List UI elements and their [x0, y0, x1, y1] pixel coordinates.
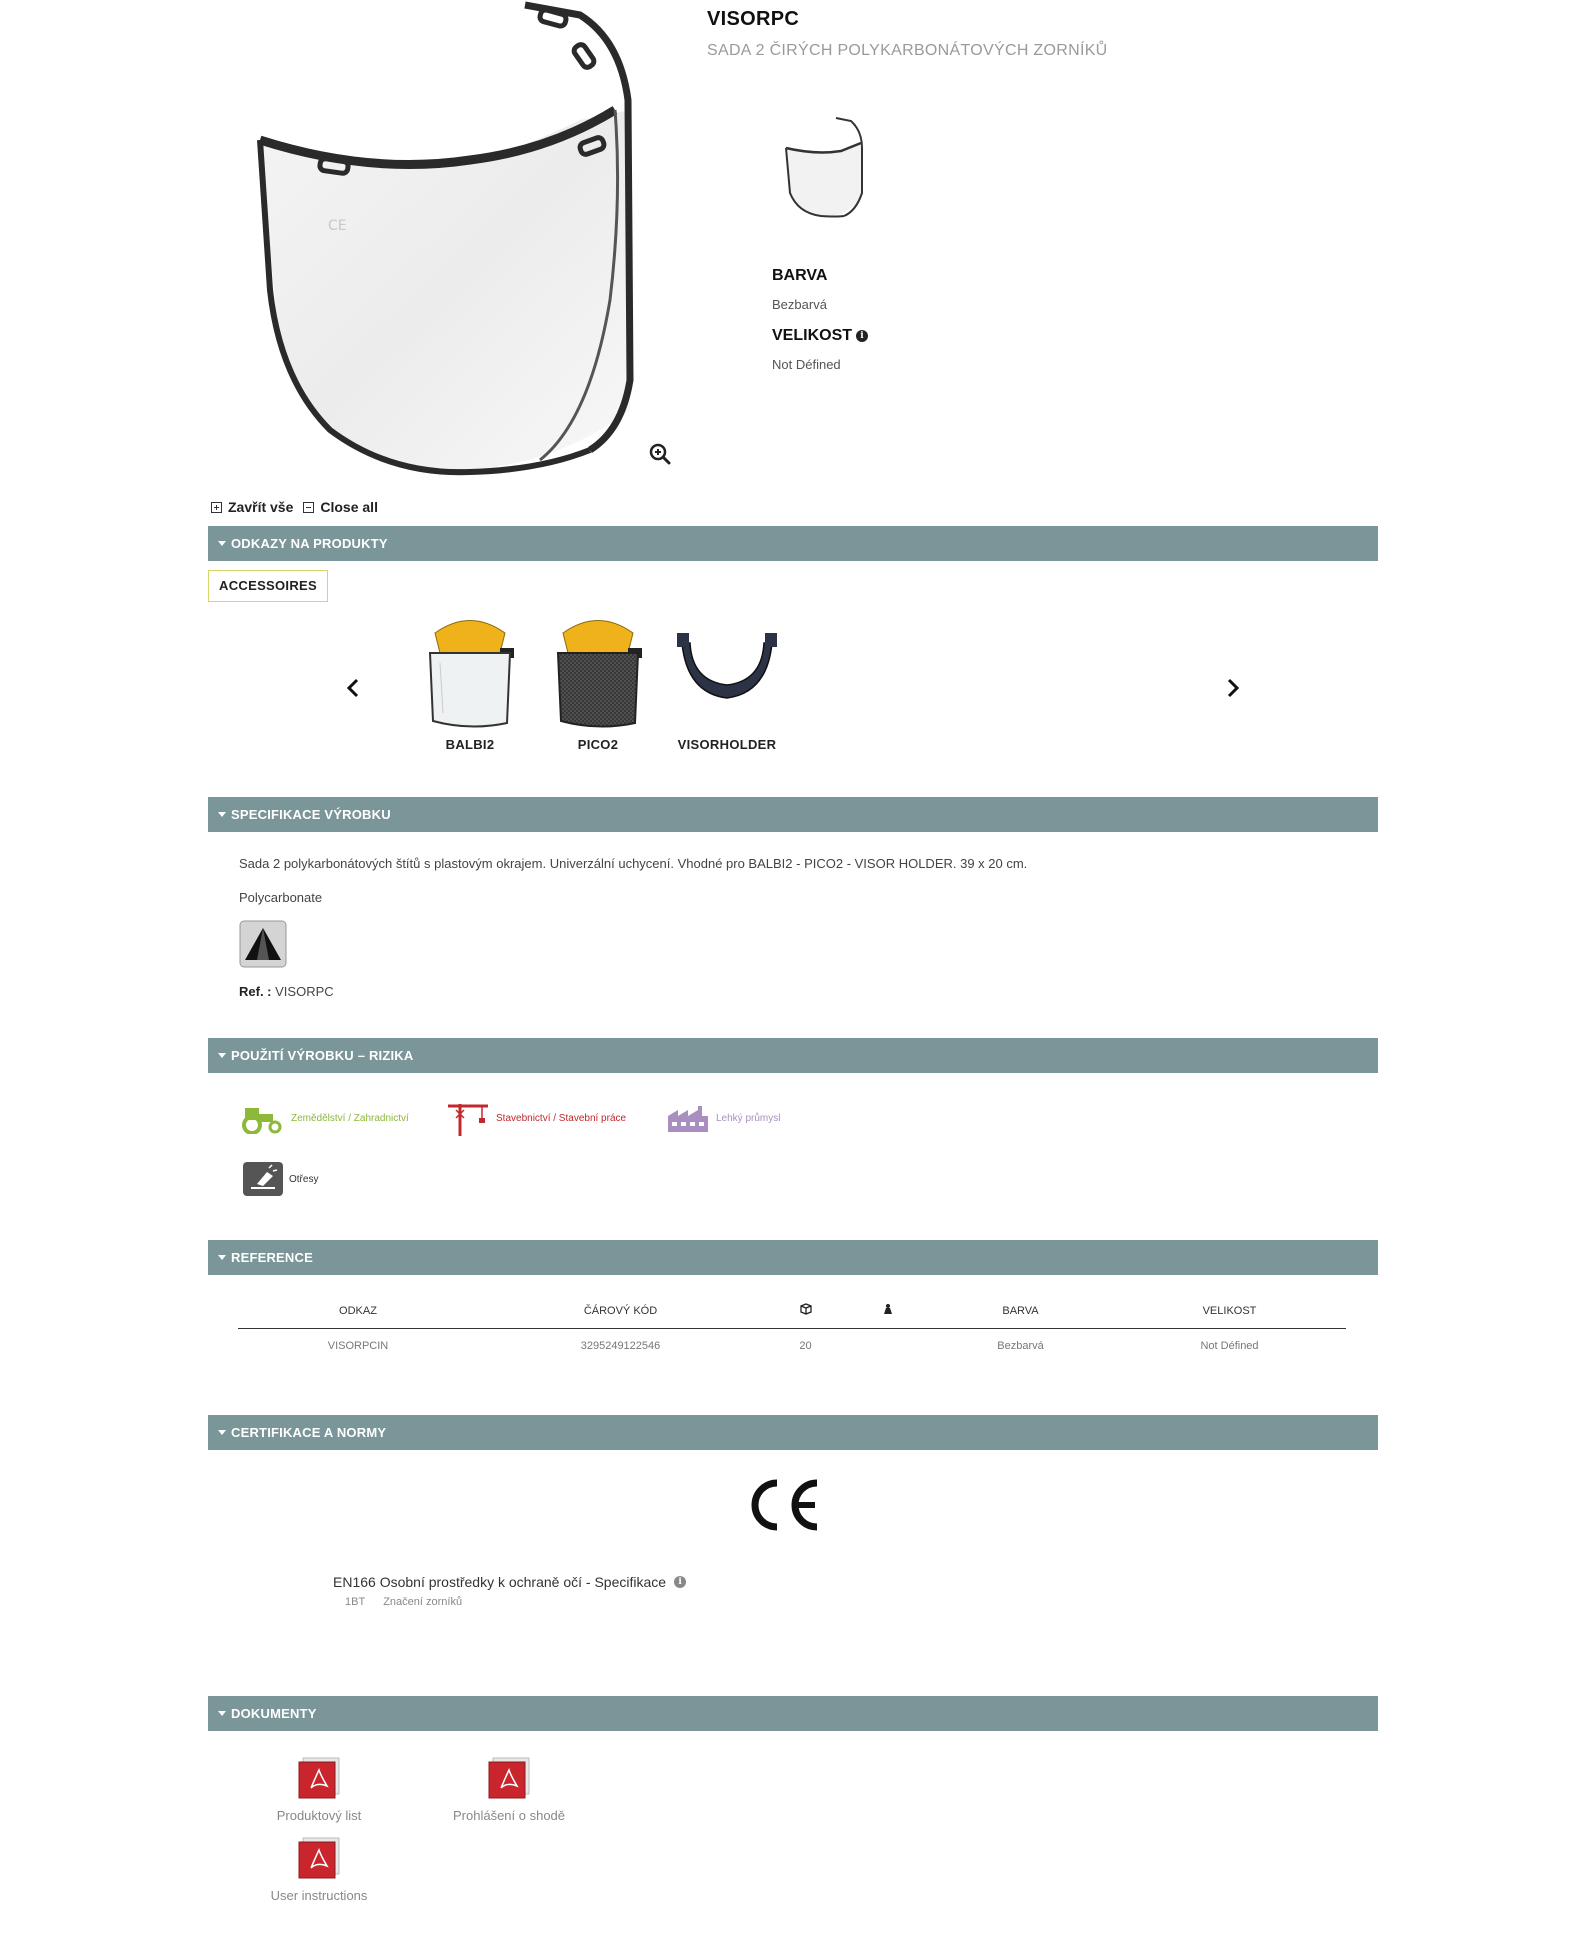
reference-table [238, 1294, 1346, 1364]
spec-description: Sada 2 polykarbonátových štítů s plastovým okrajem. Univerzální uchycení. Vhodné pro BALBI2 - PICO2 - VISOR HOLDER. 39 x 20 cm. [239, 856, 1028, 871]
risk-impact[interactable]: Otřesy [243, 1162, 318, 1196]
table-row: VISORPCIN 3295249122546 20 Bezbarvá Not Défined [327, 1340, 1259, 1353]
pdf-icon [295, 1836, 343, 1880]
carousel-next-button[interactable] [1223, 676, 1243, 700]
caret-down-icon [218, 812, 226, 817]
product-title: VISORPC [707, 8, 800, 30]
section-links-header[interactable]: ODKAZY NA PRODUKTY [208, 526, 1378, 561]
tab-accessoires[interactable]: ACCESSOIRES [208, 570, 328, 602]
spec-material: Polycarbonate [239, 890, 323, 905]
minus-square-icon [303, 502, 314, 513]
info-icon[interactable]: i [674, 1576, 686, 1588]
caret-down-icon [218, 1430, 226, 1435]
pdf-icon [295, 1756, 343, 1800]
color-label: BARVA [772, 267, 828, 284]
caret-down-icon [218, 1053, 226, 1058]
svg-text:CE: CE [328, 218, 347, 234]
box-icon [763, 1294, 848, 1328]
size-value: Not Défined [772, 357, 841, 372]
table-header-row: ODKAZ ČÁROVÝ KÓD BARVA VELIKOST [238, 1294, 1346, 1328]
factory-icon [666, 1102, 710, 1134]
pdf-icon [485, 1756, 533, 1800]
size-label-row [772, 327, 868, 345]
visor-holder-image [672, 613, 782, 733]
zoom-in-icon[interactable] [648, 442, 672, 466]
headgear-mesh-image [543, 613, 653, 733]
caret-down-icon [218, 541, 226, 546]
product-subtitle: SADA 2 ČIRÝCH POLYKARBONÁTOVÝCH ZORNÍKŮ [707, 42, 1108, 59]
document-declaration[interactable]: Prohlášení o shodě [434, 1756, 584, 1823]
product-main-image[interactable] [250, 0, 650, 480]
size-label: VELIKOST [772, 327, 853, 344]
delta-plus-logo-icon [239, 920, 287, 968]
accessory-item-pico2[interactable]: PICO2 [538, 613, 658, 752]
crane-icon [446, 1100, 490, 1136]
collapse-all-button[interactable]: Close all [303, 499, 378, 515]
caret-down-icon [218, 1711, 226, 1716]
plus-square-icon [211, 502, 222, 513]
caret-down-icon [218, 1255, 226, 1260]
color-value: Bezbarvá [772, 297, 827, 312]
tractor-icon [241, 1102, 285, 1134]
risk-agriculture[interactable]: Zemědělství / Zahradnictví [241, 1102, 409, 1134]
section-spec-header[interactable]: SPECIFIKACE VÝROBKU [208, 797, 1378, 832]
impact-icon [243, 1162, 283, 1196]
accessory-item-visorholder[interactable]: VISORHOLDER [667, 613, 787, 752]
section-certification-header[interactable]: CERTIFIKACE A NORMY [208, 1415, 1378, 1450]
info-icon[interactable]: i [856, 330, 868, 342]
section-documents-header[interactable]: DOKUMENTY [208, 1696, 1378, 1731]
risk-light-industry[interactable]: Lehký průmysl [666, 1102, 780, 1134]
product-thumbnail[interactable] [775, 112, 865, 222]
document-user-instructions[interactable]: User instructions [244, 1836, 394, 1903]
ce-mark-icon [745, 1475, 825, 1535]
carousel-prev-button[interactable] [343, 676, 363, 700]
expand-collapse-bar [211, 499, 378, 515]
weight-icon [848, 1294, 928, 1328]
headgear-visor-image [415, 613, 525, 733]
spec-reference: Ref. : VISORPC [239, 984, 334, 999]
norm-title: EN166 Osobní prostředky k ochraně očí - Specifikace i [333, 1574, 686, 1590]
chevron-left-icon [343, 676, 363, 700]
expand-all-button[interactable]: Zavřít vše [211, 499, 293, 515]
accessory-item-balbi2[interactable]: BALBI2 [410, 613, 530, 752]
document-product-sheet[interactable]: Produktový list [244, 1756, 394, 1823]
risk-construction[interactable]: Stavebnictví / Stavební práce [446, 1100, 626, 1136]
norm-detail: 1BT Značení zorníků [345, 1596, 463, 1608]
section-reference-header[interactable]: REFERENCE [208, 1240, 1378, 1275]
section-usage-header[interactable]: POUŽITÍ VÝROBKU – RIZIKA [208, 1038, 1378, 1073]
chevron-right-icon [1223, 676, 1243, 700]
